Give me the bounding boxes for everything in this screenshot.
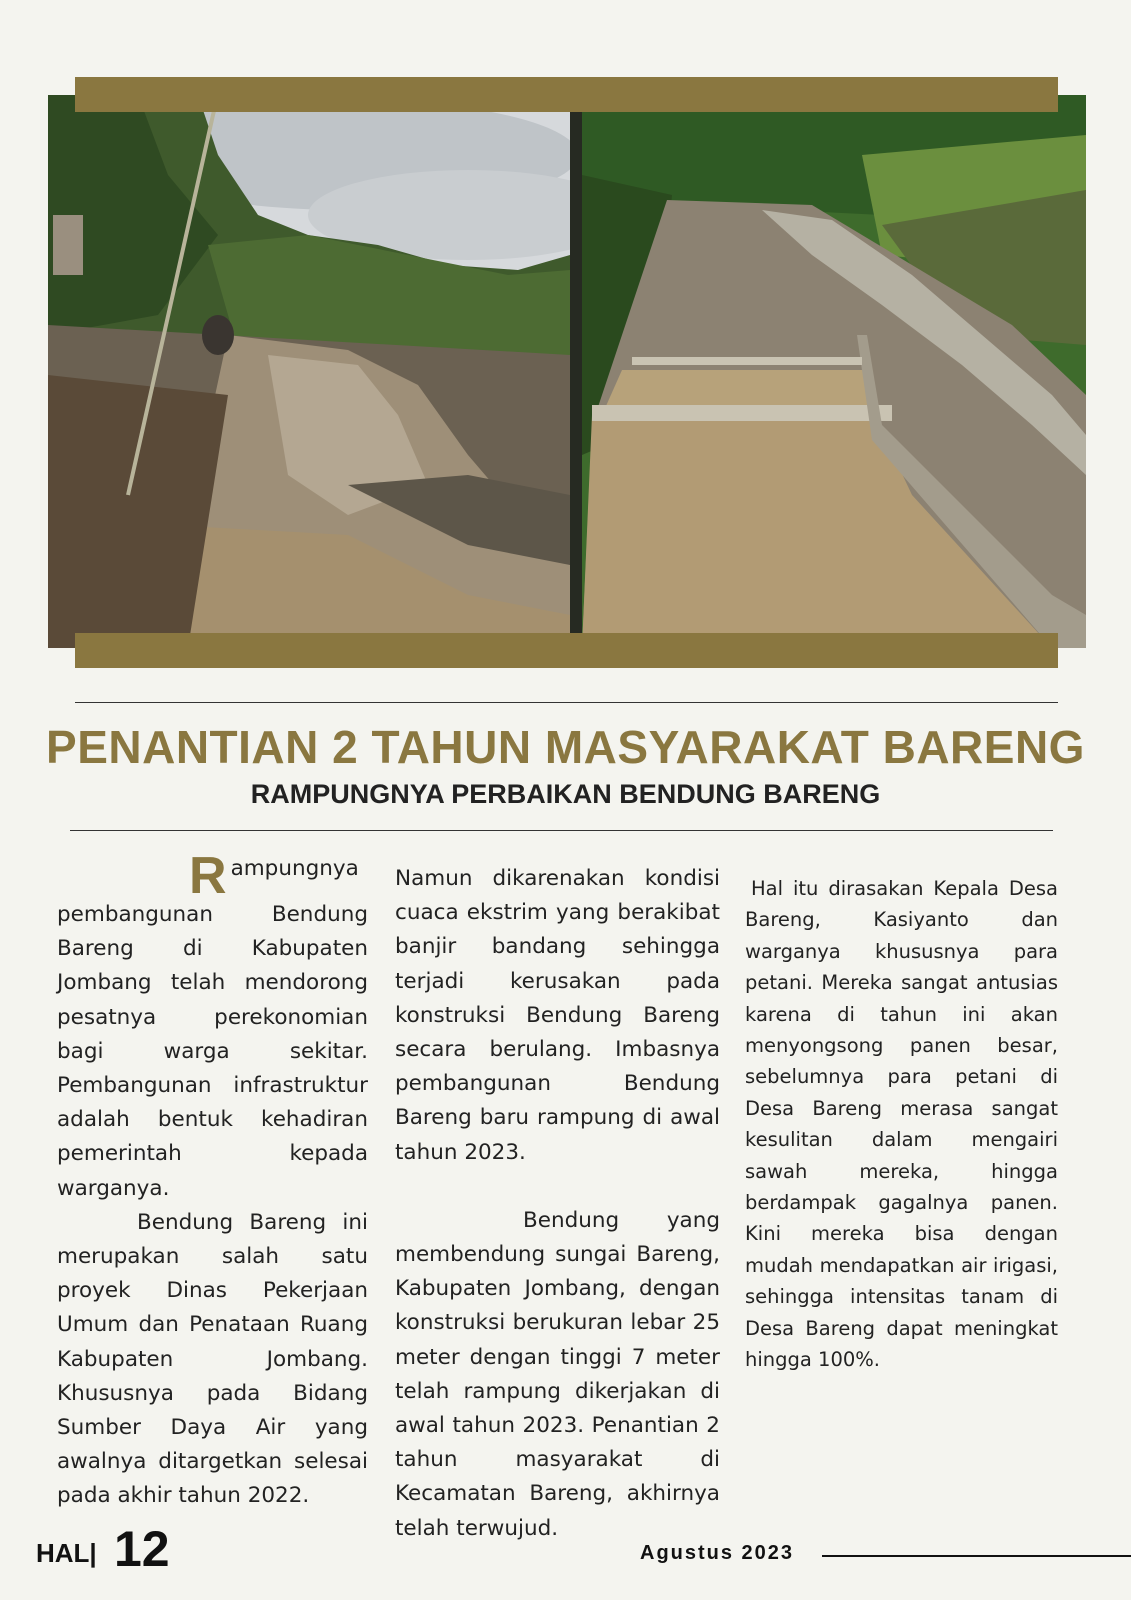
paragraph-gap (395, 1170, 720, 1204)
paragraph: Namun dikarenakan kondisi cuaca ekstrim yang berakibat banjir bandang sehingga terjadi kerusakan pada konstruksi Bendung Bareng secara berulang. Imbasnya pembangunan Bendung Bareng baru rampung di awal tahun 2023. (395, 866, 720, 1165)
paragraph: Bendung Bareng ini merupakan salah satu proyek Dinas Pekerjaan Umum dan Penataan Ruang Kabupaten Jombang. Khususnya pada Bidang Sumber Daya Air yang awalnya ditargetkan selesai pada akhir tahun 2022. (57, 1209, 368, 1509)
paragraph: Hal itu dirasakan Kepala Desa Bareng, Kasiyanto dan warganya khususnya para petani. Mereka sangat antusias karena di tahun ini akan menyongsong panen besar, sebelumnya para petani di Desa Bareng merasa sangat kesulitan dalam mengairi sawah mereka, hingga berdampak gagalnya panen. Kini mereka bisa dengan mudah mendapatkan air irigasi, sehingga intensitas tanam di Desa Bareng dapat meningkat hingga 100%. (745, 877, 1058, 1372)
article-column-3 (745, 873, 1058, 1376)
flooded-river-illustration (48, 95, 570, 648)
issue-date: Agustus 2023 (640, 1542, 795, 1564)
flooded-river-photo (48, 95, 570, 648)
bendung-weir-photo (582, 95, 1086, 648)
title-top-rule (75, 702, 1058, 703)
paragraph: Bendung yang membendung sungai Bareng, Kabupaten Jombang, dengan konstruksi berukuran lebar 25 meter dengan tinggi 7 meter telah rampung dikerjakan di awal tahun 2023. Penantian 2 tahun masyarakat di Kecamatan Bareng, akhirnya telah terwujud. (395, 1207, 720, 1541)
article-subtitle: RAMPUNGNYA PERBAIKAN BENDUNG BARENG (250, 779, 881, 809)
drop-cap: R (189, 847, 227, 905)
paragraph (57, 847, 368, 1206)
article-title: PENANTIAN 2 TAHUN MASYARAKAT BARENG (46, 721, 1085, 773)
page-number: 12 (114, 1521, 170, 1577)
title-bottom-rule (70, 830, 1053, 831)
page-label: HAL| (36, 1538, 97, 1568)
bottom-accent-bar (75, 633, 1058, 668)
paragraph-text: ampungnya pembangunan Bendung Bareng di Kabupaten Jombang telah mendorong pesatnya perekonomian bagi warga sekitar. Pembangunan infrastruktur adalah bentuk kehadiran pemerintah kepada warganya. (57, 856, 368, 1201)
top-accent-bar (75, 77, 1058, 112)
article-column-2 (395, 862, 720, 1546)
photo-frame (48, 95, 1086, 648)
weir-illustration (582, 95, 1086, 648)
footer-rule (822, 1555, 1131, 1557)
article-column-1 (57, 847, 368, 1514)
